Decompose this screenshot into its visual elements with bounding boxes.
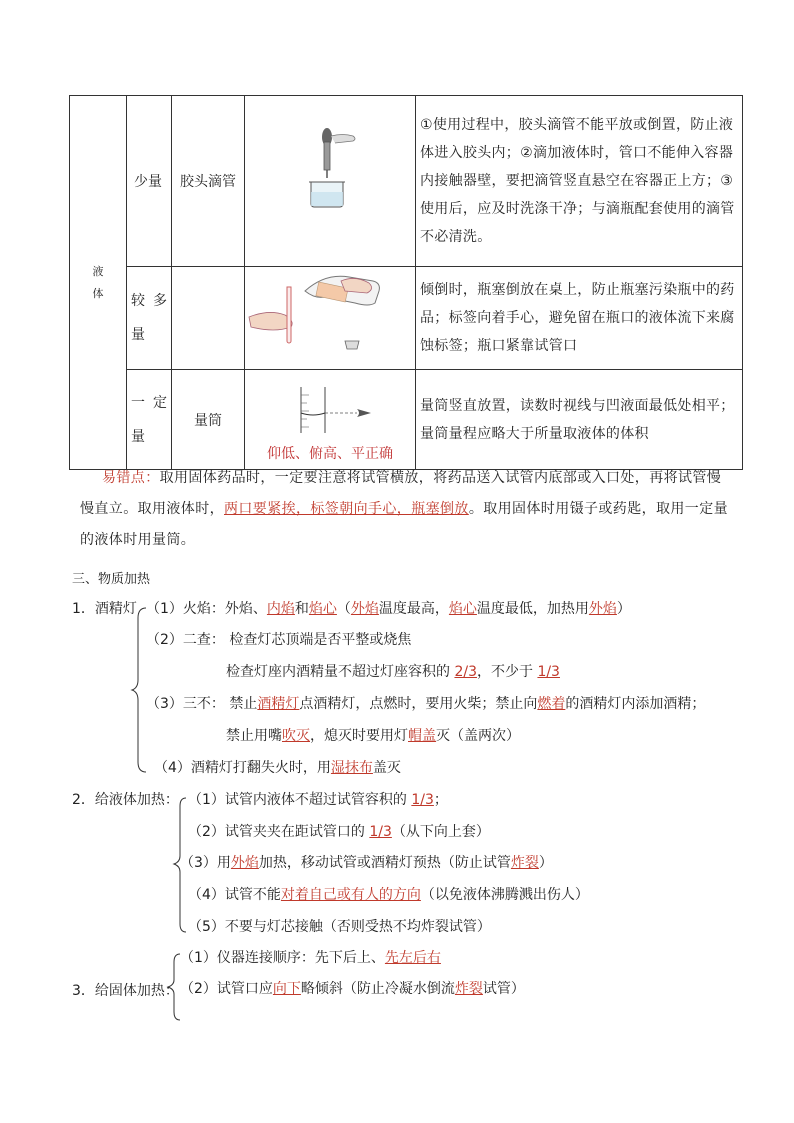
text-seg: 略倾斜（防止冷凝水倒流 — [300, 981, 455, 997]
keyword: 2/3 — [454, 664, 477, 680]
keyword: 帽盖 — [408, 728, 436, 744]
lamp-line-3 — [226, 661, 560, 681]
cylinder-illustration — [245, 370, 416, 470]
note-cell: 量筒竖直放置，读数时视线与凹液面最低处相平；量筒量程应略大于所量取液体的体积 — [416, 370, 743, 470]
category-cell — [70, 96, 127, 470]
text-seg: ） — [538, 855, 553, 871]
amount-char: 较 — [131, 293, 145, 309]
category-char-1: 液 — [92, 264, 104, 278]
text-seg: （2）试管口应 — [180, 981, 273, 997]
amount-cell — [127, 96, 172, 267]
section-title: 三、物质加热 — [72, 572, 151, 587]
text-seg: （4）酒精灯打翻失火时，用 — [154, 760, 331, 776]
liquid-heat-line-1 — [188, 789, 448, 809]
text-seg: ，不少于 — [476, 664, 538, 680]
category-char-2: 体 — [92, 286, 104, 300]
lamp-heading: 1．酒精灯 — [72, 601, 137, 617]
text-seg: （4）试管不能 — [188, 887, 281, 903]
table-row-small-amount — [70, 96, 743, 267]
keyword: 外焰 — [588, 601, 617, 617]
lamp-line-6 — [154, 757, 401, 777]
keyword: 湿抹布 — [330, 760, 373, 776]
keyword: 酒精灯 — [257, 696, 300, 712]
error-point-label: 易错点： — [102, 470, 160, 486]
amount-label-line1 — [127, 284, 171, 318]
text-seg: 盖灭 — [372, 760, 401, 776]
solid-heat-heading: 3．给固体加热： — [72, 983, 179, 999]
error-point-text2: 。取用固体时用镊子或药匙，取用一定量的液体时用量筒。 — [80, 501, 729, 548]
text-seg: 温度最高， — [378, 601, 449, 617]
text-seg: （3）用 — [180, 855, 231, 871]
dropper-picture — [245, 96, 415, 262]
error-point-highlight: 两口要紧挨，标签朝向手心，瓶塞倒放 — [224, 501, 469, 517]
amount-char: 一 — [131, 394, 145, 411]
reading-tip-caption: 仰低、俯高、平正确 — [267, 445, 393, 462]
table-row-larger-amount — [70, 267, 743, 370]
text-seg: 加热，移动试管或酒精灯预热（防止试管 — [258, 855, 511, 871]
note-cell: ①使用过程中，胶头滴管不能平放或倒置，防止液体进入胶头内；②滴加液体时，管口不能伸入容器内接触器壁，要把滴管竖直悬空在容器正上方；③使用后，应及时洗涤干净；与滴瓶配套使用的滴管不必清洗。 — [416, 96, 743, 267]
text-seg: ） — [616, 601, 631, 617]
text-seg: （1）试管内液体不超过试管容积的 — [188, 792, 412, 808]
tool-cell — [172, 267, 245, 370]
liquid-handling-table — [69, 95, 743, 470]
text-seg: 禁止用嘴 — [226, 728, 282, 744]
text-seg: （1）火焰：外焰、 — [146, 601, 267, 617]
text-seg: （2）试管夹夹在距试管口的 — [188, 824, 370, 840]
amount-label-line2: 量 — [131, 327, 145, 343]
keyword: 对着自己或有人的方向 — [280, 887, 421, 903]
text-seg: 和 — [294, 601, 309, 617]
keyword: 吹灭 — [282, 728, 310, 744]
keyword: 内焰 — [266, 601, 295, 617]
amount-cell — [127, 370, 172, 470]
tool-cell: 胶头滴管 — [172, 96, 245, 267]
keyword: 1/3 — [537, 664, 560, 680]
error-point-paragraph — [80, 463, 730, 556]
pouring-illustration — [245, 267, 416, 370]
text-seg: （3）三不： 禁止 — [146, 696, 258, 712]
keyword: 焰心 — [308, 601, 337, 617]
amount-label-line1 — [127, 386, 171, 420]
text-seg: （1）仪器连接顺序：先下后上、 — [180, 950, 385, 966]
cylinder-picture — [245, 383, 415, 439]
text-seg: （ — [336, 601, 351, 617]
tool-cell: 量筒 — [172, 370, 245, 470]
liquid-heat-line-5: （5）不要与灯芯接触（否则受热不均炸裂试管） — [188, 919, 491, 935]
text-seg: 灭（盖两次） — [436, 728, 520, 744]
text-seg: 点酒精灯，点燃时，要用火柴；禁止向 — [299, 696, 538, 712]
lamp-line-2: （2）二查： 检查灯芯顶端是否平整或烧焦 — [146, 632, 412, 648]
liquid-heat-line-3 — [180, 852, 553, 872]
keyword: 焰心 — [448, 601, 477, 617]
amount-char: 定 — [153, 394, 167, 411]
table-row-fixed-amount — [70, 370, 743, 470]
solid-heat-line-2 — [180, 978, 525, 998]
text-seg: 检查灯座内酒精量不超过灯座容积的 — [226, 664, 455, 680]
keyword: 外焰 — [350, 601, 379, 617]
liquid-heat-line-4 — [188, 884, 589, 904]
keyword: 炸裂 — [510, 855, 539, 871]
amount-label: 少量 — [134, 174, 162, 190]
liquid-heat-line-2 — [188, 821, 490, 841]
text-seg: （以免液体沸腾溅出伤人） — [420, 887, 589, 903]
text-seg: 的酒精灯内添加酒精； — [565, 696, 706, 712]
dropper-illustration — [245, 96, 416, 267]
amount-char: 多 — [153, 293, 167, 309]
keyword: 燃着 — [537, 696, 566, 712]
keyword: 1/3 — [369, 824, 392, 840]
lamp-line-4 — [146, 693, 705, 713]
keyword: 外焰 — [230, 855, 259, 871]
keyword: 1/3 — [411, 792, 434, 808]
solid-heat-line-1 — [180, 947, 441, 967]
keyword: 先左后右 — [384, 950, 441, 966]
keyword: 炸裂 — [454, 981, 483, 997]
keyword: 向下 — [272, 981, 301, 997]
text-seg: ，熄灭时要用灯 — [310, 728, 408, 744]
lamp-line-5 — [226, 725, 520, 745]
text-seg: 温度最低，加热用 — [476, 601, 589, 617]
note-cell: 倾倒时，瓶塞倒放在桌上，防止瓶塞污染瓶中的药品；标签向着手心，避免留在瓶口的液体流下来腐蚀标签；瓶口紧靠试管口 — [416, 267, 743, 370]
liquid-heat-heading: 2．给液体加热： — [72, 792, 179, 808]
amount-cell — [127, 267, 172, 370]
pouring-picture — [245, 267, 415, 365]
text-seg: ； — [433, 792, 448, 808]
lamp-line-1 — [146, 598, 631, 618]
text-seg: （从下向上套） — [391, 824, 490, 840]
text-seg: 试管） — [482, 981, 525, 997]
amount-label-line2: 量 — [131, 428, 145, 445]
error-point-text1: 取用固体药品时，一定要注意将试管横放，将药品送入试管内底部或入口处，再将试管慢慢直立。取用液体时， — [80, 470, 722, 517]
